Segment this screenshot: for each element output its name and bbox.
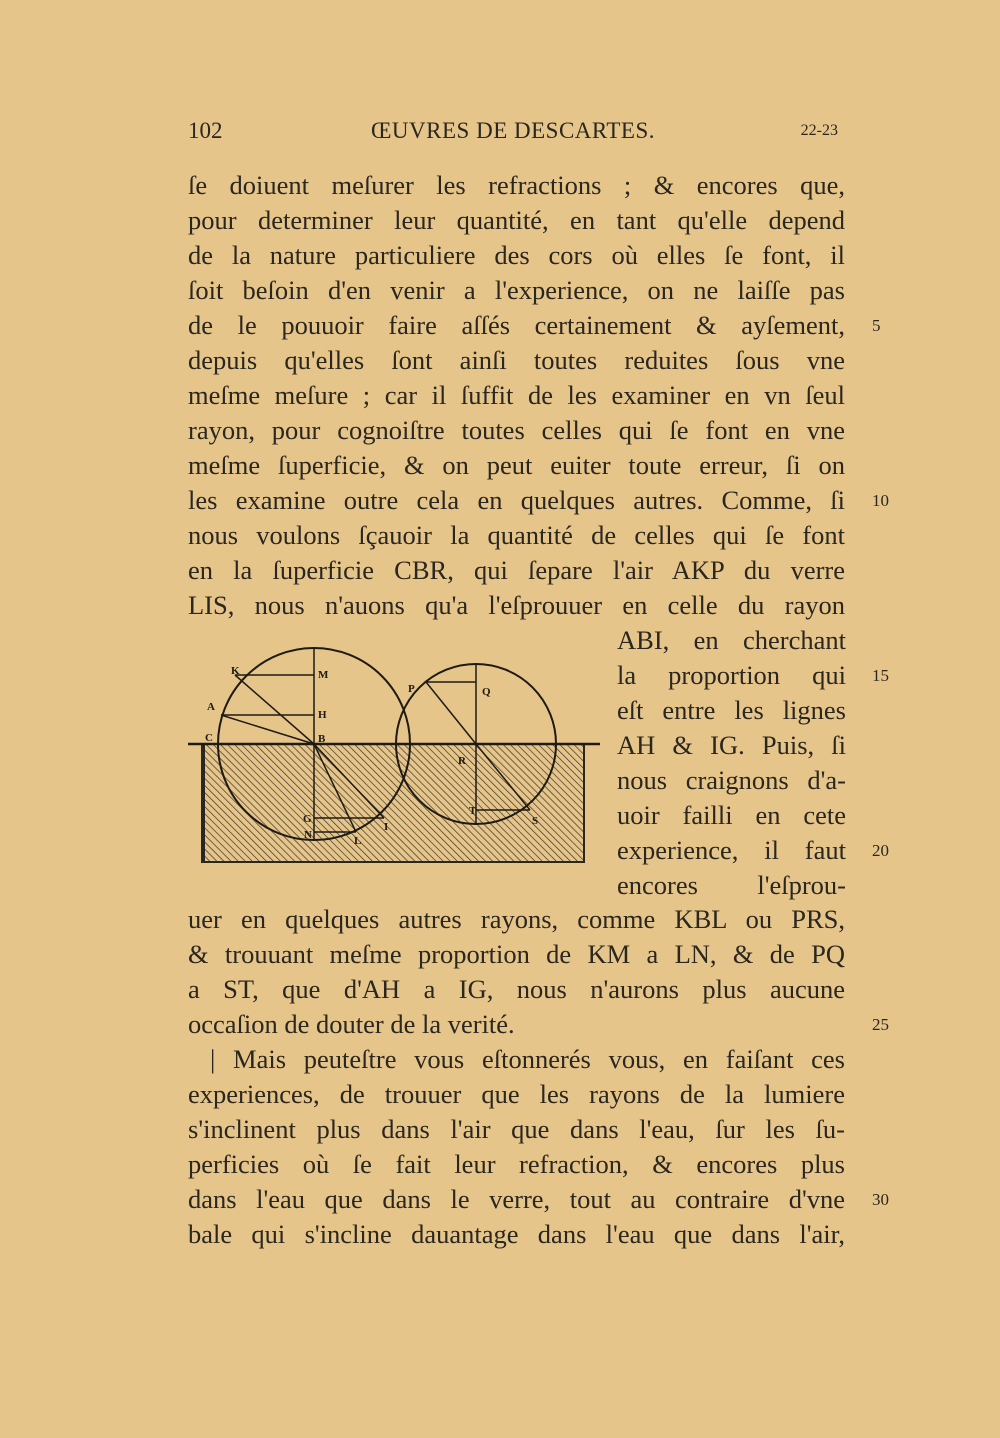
label-k: K: [231, 665, 240, 677]
text-line: de la nature particuliere des cors où elles ſe font, il: [188, 240, 845, 270]
label-c: C: [205, 732, 213, 744]
label-b: B: [318, 733, 326, 745]
label-n: N: [304, 829, 312, 841]
text-line: a ST, que d'AH a IG, nous n'aurons plus aucune: [188, 974, 845, 1004]
text-line: dans l'eau que dans le verre, tout au contraire d'vne: [188, 1184, 845, 1214]
line-number: 30: [872, 1190, 889, 1209]
text-line: ABI, en cherchant: [617, 625, 846, 655]
text-line: nous voulons ſçauoir la quantité de celles qui ſe font: [188, 520, 845, 550]
line-number: 25: [872, 1015, 889, 1034]
text-line: AH & IG. Puis, ſi: [617, 730, 846, 760]
text-line: depuis qu'elles ſont ainſi toutes reduites ſous vne: [188, 345, 845, 375]
page-number: 102: [188, 118, 223, 143]
line-number: 5: [872, 316, 881, 335]
text-line: uer en quelques autres rayons, comme KBL ou PRS,: [188, 904, 845, 934]
text-line: eſt entre les lignes: [617, 695, 846, 725]
label-g: G: [303, 813, 312, 825]
text-line: | Mais peuteſtre vous eſtonnerés vous, en faiſant ces: [210, 1044, 845, 1074]
line-number: 10: [872, 491, 889, 510]
text-line: uoir failli en cete: [617, 800, 846, 830]
text-line: experience, il faut: [617, 835, 846, 865]
glass-block: [202, 744, 584, 862]
text-line: de le pouuoir faire aſſés certainement & ayſement,: [188, 310, 845, 340]
text-line: LIS, nous n'auons qu'a l'eſprouuer en celle du rayon: [188, 590, 845, 620]
label-t: T: [469, 805, 477, 817]
label-r: R: [458, 755, 466, 767]
label-l: L: [354, 835, 362, 847]
text-line: ſe doiuent meſurer les refractions ; & encores que,: [188, 170, 845, 200]
line-number: 15: [872, 666, 889, 685]
label-p: P: [408, 683, 415, 695]
label-h: H: [318, 709, 327, 721]
text-line: meſme meſure ; car il ſuffit de les examiner en vn ſeul: [188, 380, 845, 410]
label-i: I: [384, 821, 389, 833]
text-line: s'inclinent plus dans l'air que dans l'eau, ſur les ſu-: [188, 1114, 845, 1144]
text-line: perficies où ſe fait leur refraction, & encores plus: [188, 1149, 845, 1179]
text-line: les examine outre cela en quelques autres. Comme, ſi: [188, 485, 845, 515]
text-line: encores l'eſprou-: [617, 870, 846, 900]
running-header: [188, 118, 838, 154]
text-line: experiences, de trouuer que les rayons de la lumiere: [188, 1079, 845, 1109]
text-line: pour determiner leur quantité, en tant qu'elle depend: [188, 205, 845, 235]
refraction-diagram: [186, 640, 604, 868]
text-line: en la ſuperficie CBR, qui ſepare l'air AKP du verre: [188, 555, 845, 585]
text-line: meſme ſuperficie, & on peut euiter toute erreur, ſi on: [188, 450, 845, 480]
diagram-svg: [186, 640, 604, 868]
label-m: M: [318, 669, 329, 681]
page-reference: 22-23: [800, 122, 838, 139]
label-s: S: [532, 815, 539, 827]
text-line: ſoit beſoin d'en venir a l'experience, on ne laiſſe pas: [188, 275, 845, 305]
text-line: bale qui s'incline dauantage dans l'eau que dans l'air,: [188, 1219, 845, 1249]
label-a: A: [207, 701, 215, 713]
text-line: la proportion qui: [617, 660, 846, 690]
running-title: ŒUVRES DE DESCARTES.: [370, 118, 655, 143]
label-q: Q: [482, 686, 491, 698]
text-line: nous craignons d'a-: [617, 765, 846, 795]
text-line: occaſion de douter de la verité.: [188, 1009, 515, 1039]
text-line: & trouuant meſme proportion de KM a LN, & de PQ: [188, 939, 845, 969]
line-number: 20: [872, 841, 889, 860]
text-line: rayon, pour cognoiſtre toutes celles qui ſe font en vne: [188, 415, 845, 445]
